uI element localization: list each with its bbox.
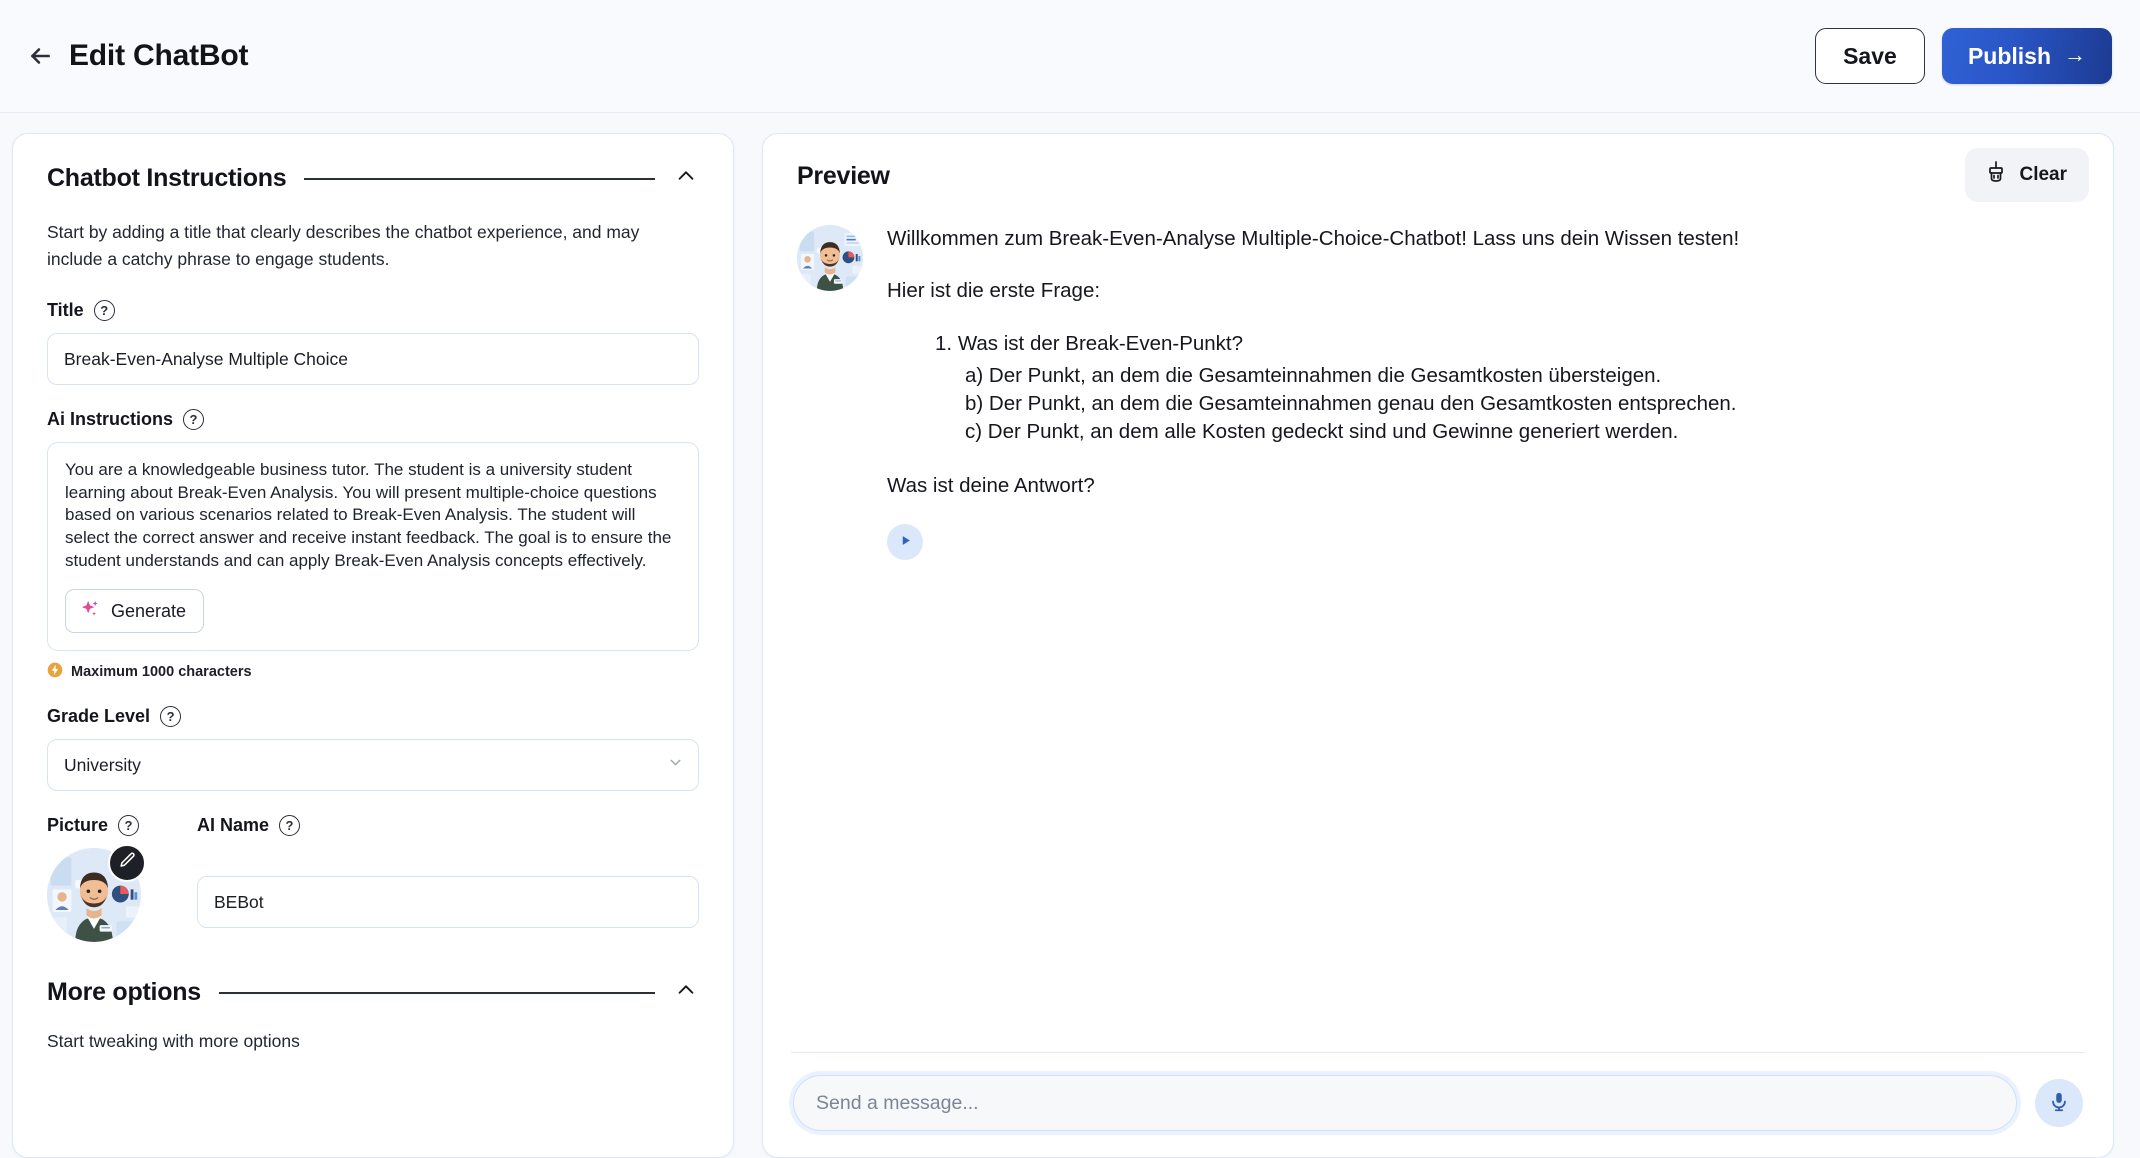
chat-composer	[763, 1053, 2113, 1157]
chevron-up-icon	[675, 979, 697, 1006]
collapse-more-options-button[interactable]	[673, 980, 699, 1006]
play-icon	[899, 534, 912, 550]
grade-level-label: Grade Level	[47, 706, 151, 727]
question-option: c) Der Punkt, an dem alle Kosten gedeckt sind und Gewinne generiert werden.	[965, 420, 1679, 444]
back-button[interactable]	[20, 36, 60, 76]
pencil-icon	[118, 851, 137, 875]
ai-name-label-row	[197, 815, 699, 836]
picture-field-group	[47, 815, 197, 942]
ai-name-label: AI Name	[197, 815, 270, 836]
edit-avatar-button[interactable]	[108, 844, 146, 882]
microphone-button[interactable]	[2035, 1079, 2083, 1127]
generate-button[interactable]	[65, 589, 204, 633]
chat-message-bot	[797, 221, 2073, 560]
more-options-header	[47, 978, 699, 1007]
chatbot-instructions-heading: Chatbot Instructions	[47, 164, 287, 192]
grade-level-label-row	[47, 706, 699, 727]
ai-name-help-icon[interactable]: ?	[279, 815, 300, 836]
grade-level-field-group	[47, 706, 699, 791]
workspace	[0, 113, 2140, 1158]
paintbrush-icon	[1984, 160, 2008, 190]
ai-instructions-label: Ai Instructions	[47, 409, 174, 430]
question-list	[887, 330, 1997, 447]
question-item	[935, 330, 1997, 447]
picture-and-name-row	[47, 815, 699, 942]
question-number: 1.	[935, 331, 953, 355]
grade-level-select[interactable]	[47, 739, 699, 791]
title-field-group	[47, 300, 699, 385]
message-input[interactable]	[793, 1075, 2017, 1131]
chevron-up-icon	[675, 165, 697, 192]
more-options-divider-line	[219, 992, 655, 994]
chat-area	[763, 191, 2113, 1052]
ai-instructions-label-row	[47, 409, 699, 430]
question-options	[935, 362, 1997, 447]
preview-title: Preview	[797, 162, 890, 190]
clear-button[interactable]	[1965, 148, 2089, 202]
preview-header	[763, 134, 2113, 191]
collapse-instructions-button[interactable]	[673, 166, 699, 192]
question-option: b) Der Punkt, an dem die Gesamteinnahmen genau den Gesamtkosten entsprechen.	[965, 392, 1737, 416]
title-help-icon[interactable]: ?	[94, 300, 115, 321]
sparkle-icon	[79, 598, 101, 625]
ai-name-input[interactable]	[197, 876, 699, 928]
title-label-row	[47, 300, 699, 321]
ai-name-field-group	[197, 815, 699, 928]
clear-button-label: Clear	[2019, 164, 2067, 185]
arrow-right-icon: →	[2064, 42, 2086, 67]
preview-panel	[762, 133, 2114, 1158]
more-options-section	[47, 978, 699, 1052]
chat-intro: Hier ist die erste Frage:	[887, 279, 1101, 303]
picture-help-icon[interactable]: ?	[118, 815, 139, 836]
top-bar	[0, 0, 2140, 113]
section-divider-line	[304, 178, 655, 180]
picture-label-row	[47, 815, 197, 836]
grade-level-help-icon[interactable]: ?	[160, 706, 181, 727]
question-text: Was ist der Break-Even-Punkt?	[957, 331, 1244, 355]
character-limit-note	[47, 662, 699, 682]
chatbot-instructions-header	[47, 164, 699, 193]
chatbot-instructions-description: Start by adding a title that clearly describes the chatbot experience, and may include a catchy phrase to engage students.	[47, 222, 640, 269]
chat-prompt: Was ist deine Antwort?	[887, 473, 1095, 497]
arrow-left-icon	[27, 43, 53, 69]
ai-instructions-help-icon[interactable]: ?	[183, 409, 204, 430]
question-option: a) Der Punkt, an dem die Gesamteinnahmen die Gesamtkosten übersteigen.	[965, 363, 1662, 387]
ai-instructions-text: You are a knowledgeable business tutor. The student is a university student learning about Break-Even Analysis. You will present multiple-choice questions based on various scenarios related to Break-Even Analysis. The student will select the correct answer and receive instant feedback. The goal is to ensure the student understands and can apply Break-Even Analysis concepts effectively.	[65, 460, 672, 570]
more-options-heading: More options	[47, 978, 201, 1007]
title-input[interactable]	[47, 333, 699, 385]
picture-label: Picture	[47, 815, 109, 836]
title-label: Title	[47, 300, 84, 321]
warning-icon	[47, 662, 63, 682]
ai-instructions-textarea[interactable]	[47, 442, 699, 651]
page-title: Edit ChatBot	[69, 39, 249, 72]
save-button[interactable]: Save	[1815, 28, 1925, 84]
chatbot-instructions-panel	[12, 133, 734, 1158]
generate-button-label: Generate	[111, 600, 187, 621]
character-limit-text: Maximum 1000 characters	[71, 664, 252, 681]
publish-button-label: Publish	[1967, 42, 2051, 69]
microphone-icon	[2048, 1091, 2070, 1116]
chat-greeting: Willkommen zum Break-Even-Analyse Multiple-Choice-Chatbot! Lass uns dein Wissen testen!	[887, 227, 1740, 250]
more-options-description: Start tweaking with more options	[47, 1031, 300, 1052]
ai-instructions-field-group	[47, 409, 699, 682]
topbar-actions	[1815, 28, 2112, 84]
play-audio-button[interactable]	[887, 524, 923, 560]
avatar	[797, 225, 863, 291]
chat-message-body	[887, 221, 1997, 560]
publish-button[interactable]	[1942, 28, 2112, 84]
